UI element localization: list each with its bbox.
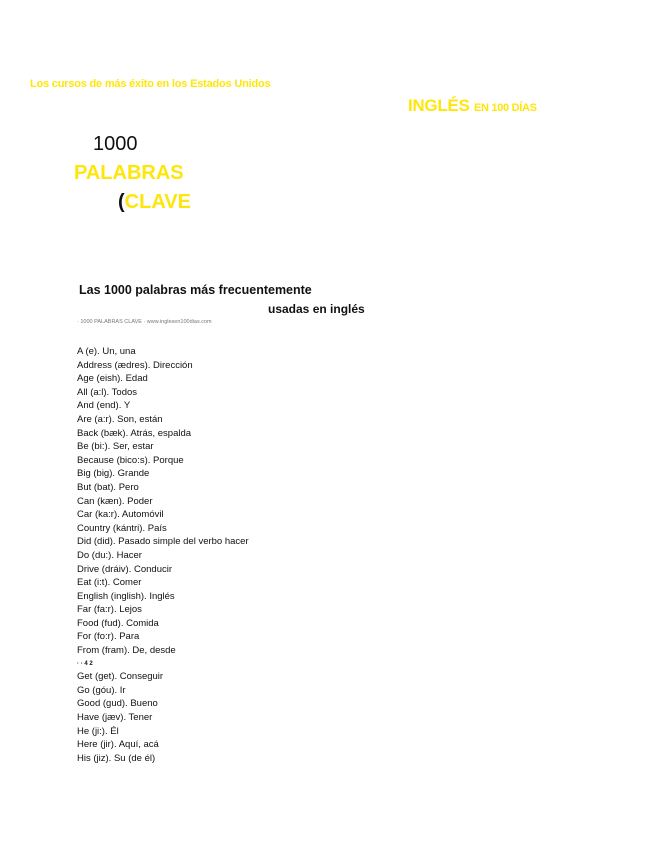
word-entry: His (jiz). Su (de él): [77, 752, 156, 764]
word-entry: Because (bico:s). Porque: [77, 454, 184, 466]
title-paren: (: [118, 191, 125, 213]
word-entry: He (ji:). Él: [77, 725, 119, 737]
word-list: [77, 345, 249, 765]
word-entry: From (fram). De, desde: [77, 645, 176, 657]
word-entry: Food (fud). Comida: [77, 617, 159, 629]
brand-title: [408, 96, 537, 116]
section-heading-line1: Las 1000 palabras más frecuentemente: [79, 283, 312, 297]
page-number: · · 4 2: [77, 660, 93, 667]
word-entry: Eat (i:t). Comer: [77, 577, 142, 589]
word-entry: For (fo:r). Para: [77, 631, 140, 643]
word-entry: Did (did). Pasado simple del verbo hacer: [77, 536, 249, 548]
word-entry: Address (ædres). Dirección: [77, 359, 193, 371]
section-heading-line2: usadas en inglés: [268, 302, 365, 316]
word-entry: Are (a:r). Son, están: [77, 413, 163, 425]
title-number: 1000: [93, 133, 138, 155]
title-clave-word: CLAVE: [124, 191, 191, 213]
word-entry: Have (jæv). Tener: [77, 711, 153, 723]
word-entry: Far (fa:r). Lejos: [77, 604, 142, 616]
title-palabras: PALABRAS: [74, 162, 184, 184]
word-entry: All (a:l). Todos: [77, 386, 138, 398]
word-entry: Do (du:). Hacer: [77, 549, 142, 561]
word-entry: Car (ka:r). Automóvil: [77, 509, 164, 521]
word-entry: English (inglish). Inglés: [77, 590, 175, 602]
word-entry: Drive (dráiv). Conducir: [77, 563, 173, 575]
word-entry: Go (góu). Ir: [77, 684, 126, 696]
word-entry: Big (big). Grande: [77, 468, 150, 480]
word-entry: Be (bi:). Ser, estar: [77, 441, 154, 453]
word-entry: Good (gud). Bueno: [77, 698, 158, 710]
word-entry: Can (kæn). Poder: [77, 495, 153, 507]
running-header: · 1000 PALABRAS CLAVE · www.inglesen100dias.com: [77, 319, 212, 325]
title-clave: [118, 191, 191, 214]
word-entry: But (bat). Pero: [77, 481, 139, 493]
word-entry: And (end). Y: [77, 400, 131, 412]
cover-tagline: Los cursos de más éxito en los Estados Unidos: [30, 78, 271, 90]
word-entry: Get (get). Conseguir: [77, 671, 164, 683]
word-entry: Country (kántri). País: [77, 522, 167, 534]
brand-main: INGLÉS: [408, 96, 470, 115]
word-entry: A (e). Un, una: [77, 346, 136, 357]
word-entry: Back (bæk). Atrás, espalda: [77, 427, 192, 439]
word-entry: Age (eish). Edad: [77, 373, 148, 385]
brand-subtitle: EN 100 DÍAS: [473, 102, 537, 114]
word-entry: Here (jir). Aquí, acá: [77, 739, 159, 751]
